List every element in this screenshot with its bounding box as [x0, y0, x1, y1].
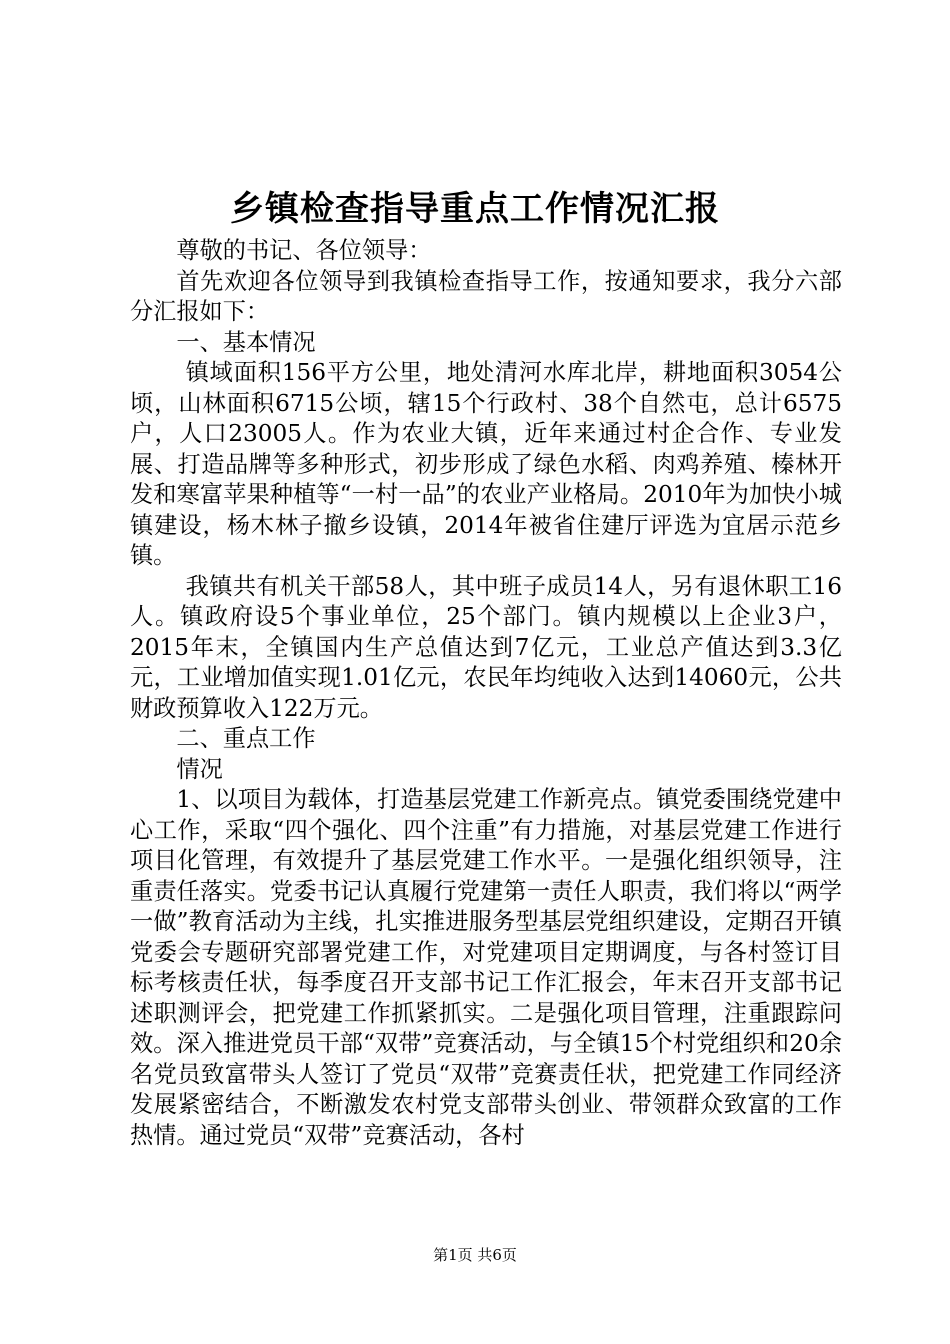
- document-title: 乡镇检查指导重点工作情况汇报: [230, 189, 720, 229]
- section-heading-situation: 情况: [176, 755, 223, 783]
- document-body: [130, 236, 842, 1151]
- salutation-paragraph: 尊敬的书记、各位领导：: [176, 237, 432, 264]
- section-heading-key-work: 二、重点工作: [176, 725, 316, 752]
- intro-paragraph: 首先欢迎各位领导到我镇检查指导工作，按通知要求，我分六部分汇报如下：: [130, 267, 842, 325]
- section-heading-basic: 一、基本情况: [176, 328, 316, 356]
- basic-info-paragraph: 镇域面积156平方公里，地处清河水库北岸，耕地面积3054公顷，山林面积6715公顷，辖15个行政村、38个自然屯，总计6575户，人口23005人。作为农业大镇，近年来通过村企合作、专业发展、打造品牌等多种形式，初步形成了绿色水稻、肉鸡养殖、榛林开发和寒富苹果种植等“一村一品”的农业产业格局。2010年为加快小城镇建设，杨木林子撤乡设镇，2014年被省住建厅评选为宜居示范乡镇。: [130, 359, 842, 569]
- party-building-paragraph: 1、以项目为载体，打造基层党建工作新亮点。镇党委围绕党建中心工作，采取“四个强化、四个注重”有力措施，对基层党建工作进行项目化管理，有效提升了基层党建工作水平。一是强化组织领导，注重责任落实。党委书记认真履行党建第一责任人职责，我们将以“两学一做”教育活动为主线，扎实推进服务型基层党组织建设，定期召开镇党委会专题研究部署党建工作，对党建项目定期调度，与各村签订目标考核责任状，每季度召开支部书记工作汇报会，年末召开支部书记述职测评会，把党建工作抓紧抓实。二是强化项目管理，注重跟踪问效。深入推进党员干部“双带”竞赛活动，与全镇15个村党组织和20余名党员致富带头人签订了党员“双带”竞赛责任状，把党建工作同经济发展紧密结合，不断激发农村党支部带头创业、带领群众致富的工作热情。通过党员“双带”竞赛活动，各村: [130, 786, 842, 1149]
- page-number-footer: 第1页 共6页: [433, 1246, 517, 1264]
- staff-economy-paragraph: 我镇共有机关干部58人，其中班子成员14人，另有退休职工16人。镇政府设5个事业单位，25个部门。镇内规模以上企业3户，2015年末，全镇国内生产总值达到7亿元，工业总产值达到3.3亿元，工业增加值实现1.01亿元，农民年均纯收入达到14060元，公共财政预算收入122万元。: [130, 572, 842, 722]
